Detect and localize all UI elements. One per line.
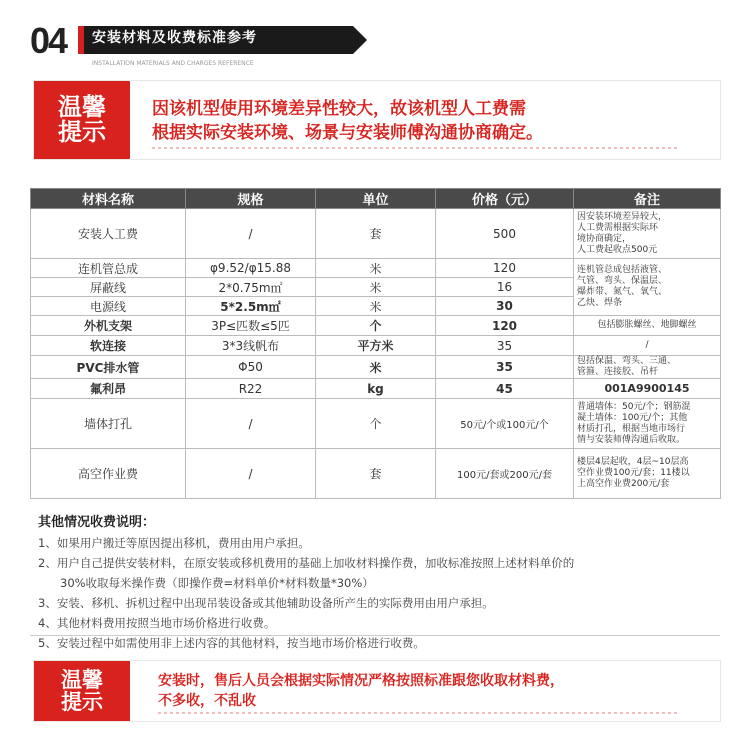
- list-item: 5、安装过程中如需使用非上述内容的其他材料，按当地市场价格进行收费。: [38, 636, 425, 650]
- price-table: [30, 188, 721, 499]
- section-number: 04: [30, 20, 67, 61]
- note-line: 空作业费100元/套；11楼以: [577, 468, 690, 478]
- header-spec: 规格: [186, 189, 316, 209]
- cell-unit: 米: [316, 356, 436, 379]
- cell-unit: 平方米: [316, 336, 436, 356]
- cell-spec: R22: [186, 379, 316, 399]
- note-line: 人工费需根据实际环: [577, 222, 659, 233]
- header-name: 材料名称: [31, 189, 186, 209]
- cell-name: 软连接: [31, 336, 186, 356]
- header-price: 价格（元）: [436, 189, 574, 209]
- cell-note-merged: [574, 259, 721, 316]
- list-item: 30%收取每米操作费（即操作费=材料单价*材料数量*30%）: [60, 576, 374, 590]
- cell-price: 50元/个或100元/个: [436, 399, 574, 449]
- cell-note: 001A9900145: [574, 379, 721, 399]
- cell-name: 屏蔽线: [31, 278, 186, 297]
- table-row: [31, 316, 721, 336]
- tip-label: [34, 81, 130, 159]
- note-line: 气管、弯头、保温层、: [577, 276, 668, 286]
- table-row: [31, 356, 721, 379]
- note-line: 境协商确定，: [577, 233, 632, 244]
- tip-message-line2: 不多收，不乱收: [158, 693, 256, 709]
- note-line: 情与安装师傅沟通后收取。: [577, 434, 686, 445]
- cell-spec: Φ50: [186, 356, 316, 379]
- table-header-row: [31, 189, 721, 209]
- cell-price: 16: [436, 278, 574, 297]
- divider: [30, 635, 720, 636]
- tip-decorative-line: [158, 712, 680, 714]
- table-row: [31, 449, 721, 499]
- cell-name: 墙体打孔: [31, 399, 186, 449]
- table-row: [31, 259, 721, 278]
- cell-name: 电源线: [31, 297, 186, 316]
- note-line: 包括保温、弯头、三通、: [577, 356, 677, 366]
- cell-spec: /: [186, 449, 316, 499]
- cell-price: 120: [436, 316, 574, 336]
- cell-unit: 米: [316, 259, 436, 278]
- cell-note: 包括膨胀螺丝、地脚螺丝: [574, 316, 721, 336]
- tip-box-top: [33, 80, 721, 160]
- tip-box-bottom: [33, 660, 721, 722]
- note-line: 乙炔、焊条: [577, 298, 623, 308]
- list-item: 2、用户自己提供安装材料，在原安装或移机费用的基础上加收材料操作费，加收标准按照上述材料单价的: [38, 556, 575, 570]
- tip-label-line2: 提示: [58, 118, 106, 146]
- note-line: 因安装环境差异较大，: [577, 211, 668, 222]
- tip-message: [158, 671, 564, 711]
- note-line: 楼层4层起收，4层~10层高: [577, 457, 689, 467]
- cell-spec: 2*0.75m㎡: [186, 278, 316, 297]
- table-row: [31, 379, 721, 399]
- note-line: 凝土墙体：100元/个；其他: [577, 412, 688, 423]
- cell-price: 500: [436, 209, 574, 259]
- cell-unit: 米: [316, 278, 436, 297]
- header-note: 备注: [574, 189, 721, 209]
- note-line: 管箍、连接胶、吊杆: [577, 367, 659, 377]
- cell-price: 120: [436, 259, 574, 278]
- note-line: 人工费起收点500元: [577, 244, 658, 255]
- note-line: 普通墙体：50元/个；钢筋混: [577, 401, 691, 412]
- section-title: 安装材料及收费标准参考: [92, 30, 257, 46]
- list-item: 1、如果用户搬迁等原因提出移机，费用由用户承担。: [38, 536, 310, 550]
- note-line: 上高空作业费200元/套: [577, 479, 670, 489]
- section-title-accent: [78, 26, 84, 54]
- tip-label-line1: 温馨: [61, 667, 103, 692]
- cell-name: 氟利昂: [31, 379, 186, 399]
- cell-spec: /: [186, 399, 316, 449]
- tip-message-line1: 安装时，售后人员会根据实际情况严格按照标准跟您收取材料费，: [158, 673, 564, 689]
- table-row: [31, 336, 721, 356]
- cell-name: 高空作业费: [31, 449, 186, 499]
- cell-name: 安装人工费: [31, 209, 186, 259]
- note-line: 爆炸带、氮气、氧气、: [577, 287, 668, 297]
- table-row: [31, 399, 721, 449]
- tip-decorative-line: [152, 147, 680, 149]
- cell-unit: 套: [316, 209, 436, 259]
- cell-spec: 3P≤匹数≤5匹: [186, 316, 316, 336]
- cell-price: 35: [436, 356, 574, 379]
- note-line: 连机管总成包括液管、: [577, 265, 668, 275]
- cell-spec: φ9.52/φ15.88: [186, 259, 316, 278]
- cell-spec: 3*3线帆布: [186, 336, 316, 356]
- cell-name: 连机管总成: [31, 259, 186, 278]
- cell-note: [574, 209, 721, 259]
- cell-note: [574, 356, 721, 379]
- cell-note: [574, 449, 721, 499]
- list-item: 4、其他材料费用按照当地市场价格进行收费。: [38, 616, 276, 630]
- cell-unit: 个: [316, 399, 436, 449]
- cell-price: 100元/套或200元/套: [436, 449, 574, 499]
- header-unit: 单位: [316, 189, 436, 209]
- section-header: [30, 20, 350, 67]
- cell-unit: 套: [316, 449, 436, 499]
- table-row: [31, 209, 721, 259]
- cell-name: 外机支架: [31, 316, 186, 336]
- cell-note: [574, 399, 721, 449]
- tip-message-line1: 因该机型使用环境差异性较大，故该机型人工费需: [152, 99, 526, 119]
- section-subtitle: INSTALLATION MATERIALS AND CHARGES REFERENCE: [92, 60, 254, 67]
- cell-unit: 米: [316, 297, 436, 316]
- cell-unit: kg: [316, 379, 436, 399]
- cell-name: PVC排水管: [31, 356, 186, 379]
- note-line: 材质打孔，根据当地市场行: [577, 423, 686, 434]
- cell-spec: /: [186, 209, 316, 259]
- tip-message-line2: 根据实际安装环境、场景与安装师傅沟通协商确定。: [152, 123, 543, 143]
- cell-unit: 个: [316, 316, 436, 336]
- list-item: 3、安装、移机、拆机过程中出现吊装设备或其他辅助设备所产生的实际费用由用户承担。: [38, 596, 494, 610]
- cell-spec: 5*2.5m㎡: [186, 297, 316, 316]
- tip-message: [152, 97, 543, 145]
- tip-label-line1: 温馨: [58, 92, 106, 121]
- cell-price: 35: [436, 336, 574, 356]
- tip-label: [34, 661, 130, 721]
- cell-price: 45: [436, 379, 574, 399]
- other-fees-title: 其他情况收费说明：: [38, 515, 156, 530]
- tip-label-line2: 提示: [61, 690, 103, 714]
- cell-price: 30: [436, 297, 574, 316]
- cell-note: /: [574, 336, 721, 356]
